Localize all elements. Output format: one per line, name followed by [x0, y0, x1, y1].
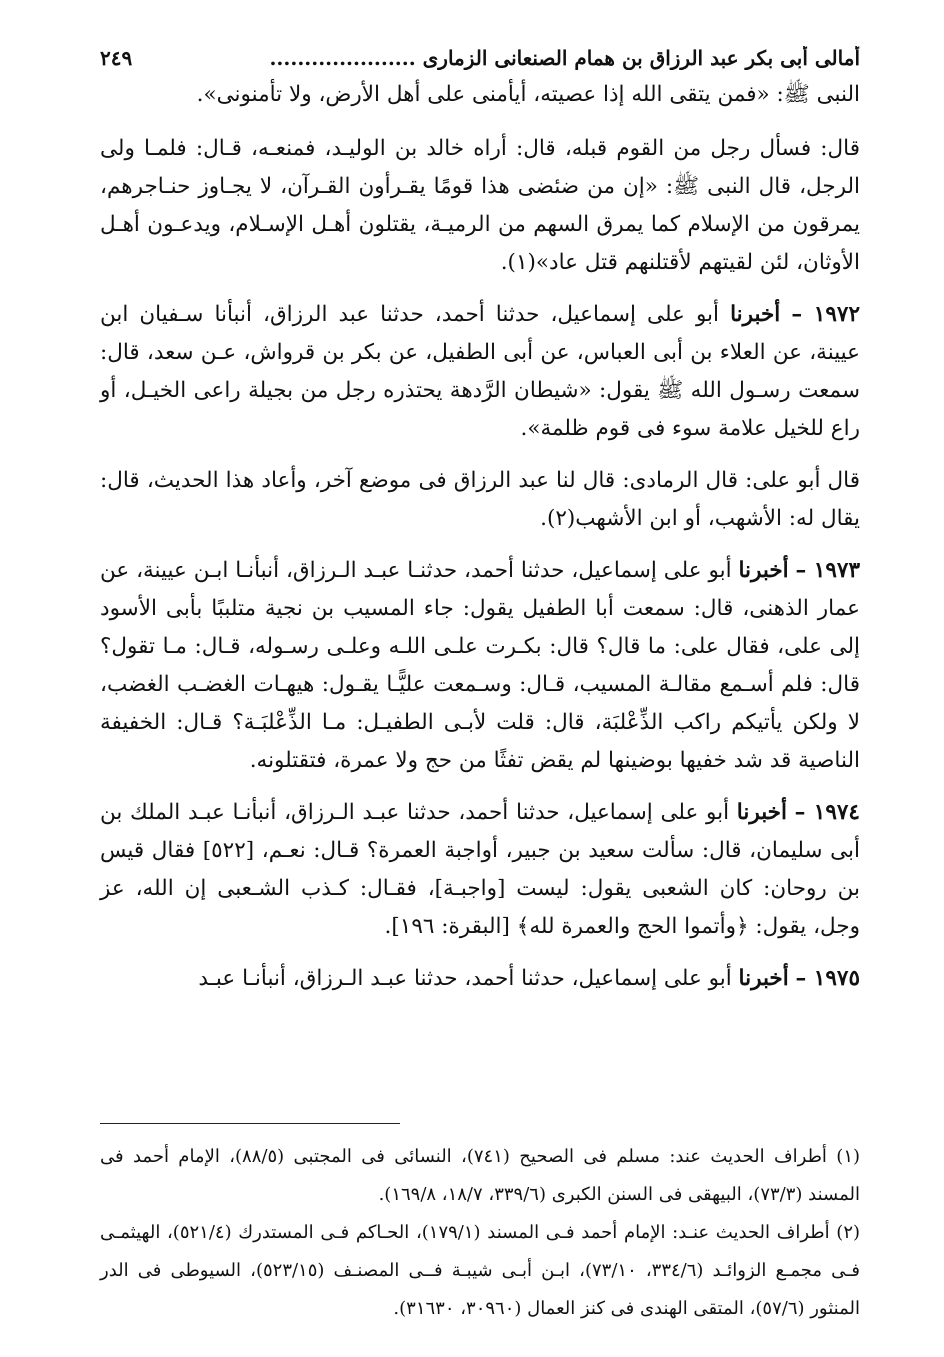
hadith-paragraph: ١٩٧٢ – أخبرنا أبو على إسماعيل، حدثنا أحمد، حدثنا عبد الرزاق، أنبأنا سـفيان ابن عيينة، عن العلاء بن أبى العباس، عن أبى الطفيل، عن بكر بن قرواش، عـن سعد، قال: سمعت رسـول الله ﷺ يقول: «شيطان الرَّدهة يحتذره رجل من بجيلة راعى الخيـل، أو راع للخيل علامة سوء فى قوم ظلمة». — [100, 302, 860, 441]
paragraph: قال: فسأل رجل من القوم قبله، قال: أراه خالد بن الوليـد، فمنعـه، قـال: فلمـا ولى الرجل، قال النبى ﷺ: «إن من ضئضى هذا قومًا يقـرأون القـرآن، لا يجـاوز حنـاجرهم، يمرقون من الإسلام كما يمرق السهم من الرميـة، يقتلون أهـل الإسـلام، ويدعـون أهـل الأوثان، لئن لقيتهم لأقتلنهم قتل عاد»(١). — [100, 136, 860, 275]
footnote: (١) أطراف الحديث عند: مسلم فى الصحيح (٧٤١)، النسائى فى المجتبى (٨٨/٥)، الإمام أحمد فى المسند (٧٣/٣)، البيهقى فى السنن الكبرى (٣٣٩/٦، ١٨/٧، ١٦٩/٨). — [100, 1146, 861, 1205]
hadith-lead: أخبرنا — [736, 800, 787, 825]
hadith-number: ١٩٧٥ – — [795, 966, 860, 991]
hadith-number: ١٩٧٢ – — [791, 302, 860, 327]
paragraph: النبى ﷺ: «فمن يتقى الله إذا عصيته، أيأمنى على أهل الأرض، ولا تأمنونى». — [196, 82, 860, 107]
footnotes — [100, 1138, 860, 1328]
header-title: أمالى أبى بكر عبد الرزاق بن همام الصنعانى الزمارى ..................... — [269, 46, 860, 70]
page-number: ٢٤٩ — [100, 46, 133, 70]
footnote: (٢) أطراف الحديث عنـد: الإمام أحمد فـى المسند (١٧٩/١)، الحـاكم فـى المستدرك (٥٢١/٤)، الهيثمـى فـى مجمـع الزوائـد (٣٣٤/٦، ٧٣/١٠)، ابـن أبـى شيبـة فــى المصنـف (٥٢٣/١٥)، السيوطى فى الدر المنثور (٥٧/٦)، المتقى الهندى فى كنز العمال (٣٠٩٦٠، ٣١٦٣٠). — [100, 1222, 861, 1319]
hadith-paragraph: ١٩٧٣ – أخبرنا أبو على إسماعيل، حدثنا أحمد، حدثنـا عبـد الـرزاق، أنبأنـا ابـن عيينة، عن عمار الذهنى، قال: سمعت أبا الطفيل يقول: جاء المسيب بن نجية متلببًا بأبى الأسود إلى على، فقال على: ما قال؟ قال: بكـرت علـى اللـه وعلـى رسـوله، قـال: مـا تقول؟ قال: فلم أسـمع مقالـة المسيب، قـال: وسـمعت عليًّـا يقـول: هيهـات الغضـب الغضب، لا ولكن يأتيكم راكب الذِّعْلبَة، قال: قلت لأبـى الطفيـل: مـا الذِّعْلبَـة؟ قـال: الخفيفة الناصية قد شد خفيها بوضينها لم يقض تفثًا من حج ولا عمرة، فتقتلونه. — [100, 558, 860, 773]
main-text — [100, 76, 860, 998]
paragraph: قال أبو على: قال الرمادى: قال لنا عبد الرزاق فى موضع آخر، وأعاد هذا الحديث، قال: يقال له: الأشهب، أو ابن الأشهب(٢). — [100, 468, 860, 531]
hadith-number: ١٩٧٤ – — [794, 800, 860, 825]
hadith-lead: أخبرنا — [730, 302, 781, 327]
running-header — [100, 40, 860, 76]
book-page — [100, 40, 860, 1330]
hadith-paragraph: ١٩٧٤ – أخبرنا أبو على إسماعيل، حدثنا أحمد، حدثنا عبـد الـرزاق، أنبأنـا عبـد الملك بن أبى سليمان، قال: سألت سعيد بن جبير، أواجبة العمرة؟ قـال: نعـم، [٥٢٢] فقال قيس بن روحان: كان الشعبى يقول: ليست [واجبـة]، فقـال: كـذب الشـعبى إن الله، عز وجل، يقول: ﴿وأتموا الحج والعمرة لله﴾ [البقرة: ١٩٦]. — [100, 800, 860, 939]
hadith-lead: أخبرنا — [738, 558, 789, 583]
hadith-number: ١٩٧٣ – — [795, 558, 860, 583]
hadith-paragraph: ١٩٧٥ – أخبرنا أبو على إسماعيل، حدثنا أحمد، حدثنا عبـد الـرزاق، أنبأنـا عبـد — [198, 966, 860, 991]
hadith-lead: أخبرنا — [738, 966, 789, 991]
